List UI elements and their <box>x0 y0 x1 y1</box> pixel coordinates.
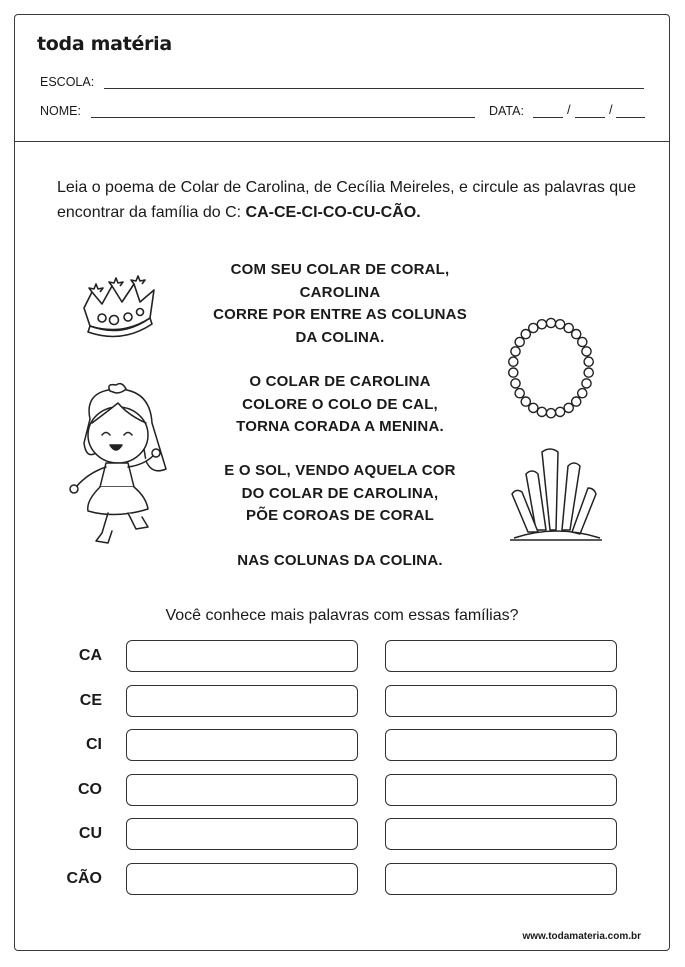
syllable-label: CE <box>79 691 102 709</box>
necklace-bead <box>509 357 518 366</box>
necklace-bead <box>546 409 555 418</box>
necklace-bead <box>537 407 546 416</box>
syllable-label: CÃO <box>66 870 102 887</box>
necklace-bead <box>584 357 593 366</box>
poem-line: COM SEU COLAR DE CORAL, <box>230 261 450 278</box>
necklace-bead <box>511 379 520 388</box>
poem-line: NAS COLUNAS DA COLINA. <box>237 552 443 569</box>
necklace-bead <box>584 368 593 377</box>
poem-line: COLORE O COLO DE CAL, <box>242 395 438 413</box>
date-label: DATA: <box>489 104 524 118</box>
instruction-text <box>57 175 637 225</box>
necklace-bead <box>521 397 530 406</box>
poem-stanza-2 <box>190 371 490 439</box>
necklace-bead <box>511 347 520 356</box>
answer-box-right[interactable] <box>385 685 617 717</box>
necklace-bead <box>546 318 555 327</box>
answer-box-left[interactable] <box>126 863 358 895</box>
date-year-line[interactable] <box>616 117 645 118</box>
answer-box-right[interactable] <box>385 818 617 850</box>
date-month-line[interactable] <box>575 117 605 118</box>
answer-box-left[interactable] <box>126 685 358 717</box>
girl-illustration <box>66 383 174 553</box>
necklace-bead <box>578 337 587 346</box>
answer-box-right[interactable] <box>385 640 617 672</box>
necklace-bead <box>515 337 524 346</box>
school-label: ESCOLA: <box>40 75 95 89</box>
necklace-bead <box>556 407 565 416</box>
poem-line: CORRE POR ENTRE AS COLUNAS <box>213 306 467 323</box>
necklace-bead <box>509 368 518 377</box>
date-slash-1: / <box>567 102 571 117</box>
necklace-bead <box>564 403 573 412</box>
answer-box-left[interactable] <box>126 640 358 672</box>
answer-box-left[interactable] <box>126 818 358 850</box>
poem-line: PÕE COROAS DE CORAL <box>246 507 434 524</box>
answer-box-right[interactable] <box>385 729 617 761</box>
syllable-label: CU <box>78 825 102 843</box>
necklace-bead <box>556 320 565 329</box>
answer-box-left[interactable] <box>126 729 358 761</box>
necklace-bead <box>578 389 587 398</box>
poem-stanza-1 <box>190 259 490 349</box>
date-day-line[interactable] <box>533 117 563 118</box>
poem-line: DO COLAR DE CAROLINA, <box>241 484 439 502</box>
header-divider <box>14 141 670 142</box>
syllable-label: CO <box>78 780 102 798</box>
date-slash-2: / <box>609 102 613 117</box>
syllable-label: CI <box>86 736 102 754</box>
syllable-label: CA <box>78 647 102 664</box>
necklace-bead <box>529 323 538 332</box>
poem-line: O COLAR DE CAROLINA <box>249 373 431 390</box>
necklace-bead <box>582 347 591 356</box>
necklace-icon <box>505 315 597 419</box>
necklace-bead <box>572 330 581 339</box>
instruction-bold: CA-CE-CI-CO-CU-CÃO. <box>245 204 421 221</box>
poem-line: E O SOL, VENDO AQUELA COR <box>224 462 456 479</box>
poem-line: DA COLINA. <box>295 328 385 346</box>
question-text: Você conhece mais palavras com essas famílias? <box>165 607 519 624</box>
answer-box-left[interactable] <box>126 774 358 806</box>
logo: toda matéria <box>37 33 172 55</box>
poem-stanza-3 <box>190 460 490 528</box>
crown-icon <box>78 278 160 340</box>
answer-box-right[interactable] <box>385 863 617 895</box>
name-line[interactable] <box>91 117 475 118</box>
footer-url: www.todamateria.com.br <box>522 931 641 942</box>
necklace-bead <box>515 389 524 398</box>
coral-icon <box>510 444 602 544</box>
necklace-bead <box>582 379 591 388</box>
answer-box-right[interactable] <box>385 774 617 806</box>
name-label: NOME: <box>40 104 81 118</box>
poem-stanza-4 <box>190 550 490 573</box>
poem-line: TORNA CORADA A MENINA. <box>236 418 444 435</box>
instruction-plain: Leia o poema de Colar de Carolina, de Cecília Meireles, e circule as palavras que encontrar da família do C: <box>57 179 636 221</box>
necklace-bead <box>537 320 546 329</box>
school-line[interactable] <box>104 88 644 89</box>
poem-line: CAROLINA <box>299 283 381 301</box>
